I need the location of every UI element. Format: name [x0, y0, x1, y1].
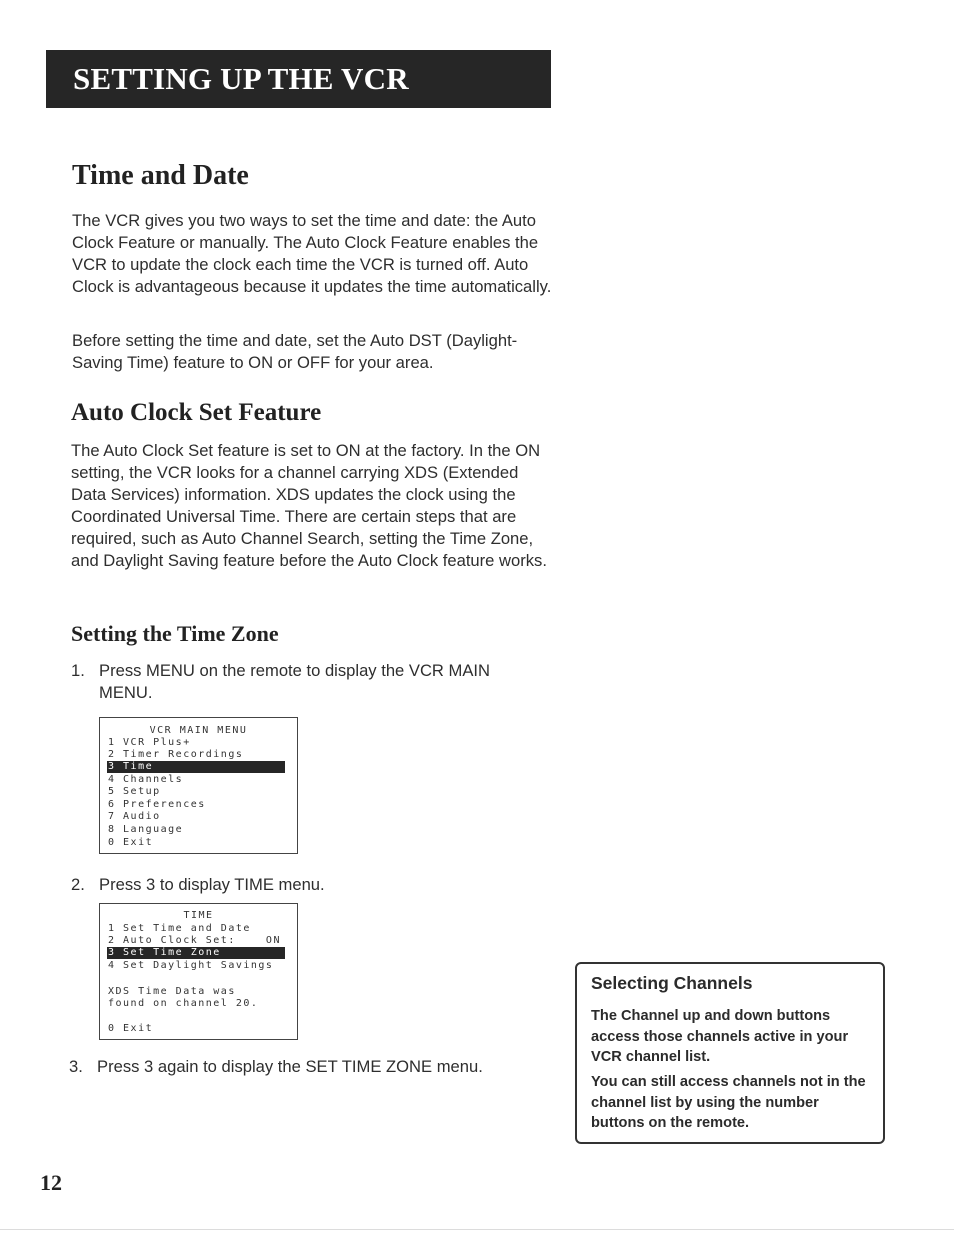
step-number: 2.: [71, 875, 85, 894]
time-and-date-paragraph-2: Before setting the time and date, set the Auto DST (Daylight-Saving Time) feature to ON or OFF for your area.: [72, 331, 518, 372]
menu-item: 1 Set Time and Date: [108, 923, 251, 934]
step-text: Press 3 to display TIME menu.: [99, 875, 325, 894]
menu-item: 1 VCR Plus+: [108, 737, 191, 748]
screen-title: VCR MAIN MENU: [149, 725, 248, 736]
sidebar-paragraph-2: You can still access channels not in the channel list by using the number buttons on the remote.: [591, 1074, 866, 1131]
selecting-channels-sidebar: [575, 962, 885, 1144]
section-title: SETTING UP THE VCR: [73, 61, 409, 96]
bottom-rule: [0, 1229, 954, 1230]
step-text: Press MENU on the remote to display the VCR MAIN MENU.: [99, 661, 491, 702]
info-line: XDS Time Data was: [108, 986, 236, 997]
sidebar-title: Selecting Channels: [591, 973, 753, 993]
info-line: found on channel 20.: [108, 998, 259, 1009]
screen-title: TIME: [183, 910, 214, 921]
menu-item-highlighted: 3 Set Time Zone: [107, 947, 285, 959]
step-number: 3.: [69, 1057, 83, 1076]
vcr-main-menu-screen: [99, 717, 298, 854]
step-3: [69, 1056, 549, 1080]
menu-item: 4 Set Daylight Savings: [108, 960, 274, 971]
auto-clock-paragraph: The Auto Clock Set feature is set to ON at the factory. In the ON setting, the VCR looks for a channel carrying XDS (Extended Data Services) information. XDS updates the clock using the Coordinated Universal Time. There are certain steps that are required, such as Auto Channel Search, setting the Time Zone, and Daylight Saving feature before the Auto Clock feature works.: [71, 441, 547, 570]
menu-item: 6 Preferences: [108, 799, 206, 810]
menu-item-highlighted: 3 Time: [107, 761, 285, 773]
time-and-date-heading: Time and Date: [72, 160, 249, 191]
menu-item: 5 Setup: [108, 786, 161, 797]
menu-item: 0 Exit: [108, 837, 154, 848]
menu-item: 8 Language: [108, 824, 184, 835]
auto-clock-heading: Auto Clock Set Feature: [71, 399, 322, 426]
section-header-bar: [46, 50, 551, 108]
menu-item: 2 Auto Clock Set: ON: [108, 935, 281, 946]
time-menu-screen: [99, 903, 298, 1040]
menu-item: 2 Timer Recordings: [108, 749, 244, 760]
menu-item: 7 Audio: [108, 811, 161, 822]
step-number: 1.: [71, 661, 85, 680]
step-text: Press 3 again to display the SET TIME ZONE menu.: [97, 1057, 483, 1076]
page-number: 12: [40, 1170, 62, 1195]
time-zone-heading: Setting the Time Zone: [71, 621, 279, 646]
step-2: [71, 874, 471, 898]
menu-item-exit: 0 Exit: [108, 1023, 154, 1034]
time-and-date-paragraph-1: The VCR gives you two ways to set the time and date: the Auto Clock Feature or manually. The Auto Clock Feature enables the VCR to update the clock each time the VCR is turned off. Auto Clock is advantageous because it updates the time automatically.: [72, 211, 552, 296]
sidebar-paragraph-1: The Channel up and down buttons access those channels active in your VCR channel list.: [591, 1008, 849, 1065]
step-1: [71, 660, 541, 708]
menu-item: 4 Channels: [108, 774, 184, 785]
